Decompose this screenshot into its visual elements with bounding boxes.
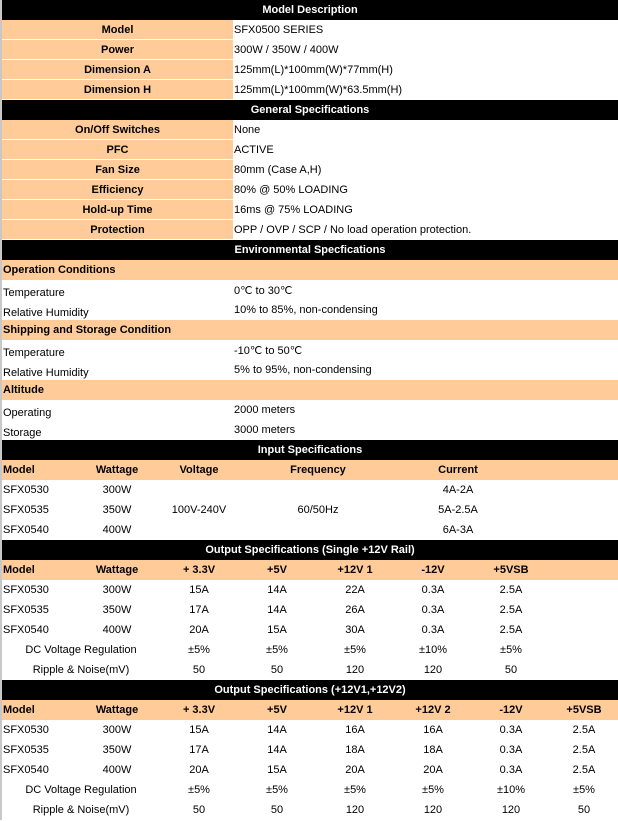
cell: 2.5A (499, 604, 523, 616)
row-label: On/Off Switches (2, 120, 233, 140)
cell-model: SFX0535 (3, 504, 49, 516)
subheading-shipping-storage: Shipping and Storage Condition (2, 320, 618, 340)
cell: 50 (192, 664, 206, 676)
col-header: +5VSB (472, 560, 550, 580)
table-row (2, 760, 618, 780)
row-label: Temperature (3, 287, 65, 299)
cell: 20A (189, 624, 209, 636)
cell: 15A (267, 624, 287, 636)
row-value: 16ms @ 75% LOADING (233, 200, 618, 220)
row-value: OPP / OVP / SCP / No load operation protection. (233, 220, 618, 240)
col-header: + 3.3V (160, 560, 238, 580)
cell: 15A (267, 764, 287, 776)
cell: SFX0540 (3, 624, 49, 636)
col-header: Model (2, 560, 74, 580)
cell: ±5% (266, 644, 288, 656)
row-label: Model (2, 20, 233, 40)
cell: ±5% (344, 644, 366, 656)
col-header: +5V (238, 560, 316, 580)
row-label: Power (2, 40, 233, 60)
table-header-row (2, 560, 618, 580)
table-row (2, 580, 618, 600)
row-value: -10℃ to 50℃ (234, 344, 303, 357)
cell: 400W (102, 624, 132, 636)
kv-row (2, 200, 618, 220)
kv-row (2, 120, 618, 140)
section-header-output-single-rail: Output Specifications (Single +12V Rail) (2, 540, 618, 560)
cell: ±5% (188, 784, 210, 796)
cell-wattage: 350W (102, 504, 132, 516)
cell: 26A (345, 604, 365, 616)
col-header: +5V (238, 700, 316, 720)
cell: 350W (102, 744, 132, 756)
cell: 2.5A (572, 724, 596, 736)
ripple-row (2, 800, 618, 820)
cell: 50 (192, 804, 206, 816)
output-dual-rail-table (2, 700, 618, 820)
row-label: Efficiency (2, 180, 233, 200)
col-header: Current (398, 460, 518, 480)
cell: SFX0535 (3, 604, 49, 616)
output-single-rail-table (2, 560, 618, 680)
cell: 20A (189, 764, 209, 776)
kv-row (2, 40, 618, 60)
section-header-input-specifications: Input Specifications (2, 440, 618, 460)
col-header: -12V (394, 560, 472, 580)
row-value: 10% to 85%, non-condensing (234, 304, 378, 316)
env-row (2, 420, 618, 440)
kv-row (2, 140, 618, 160)
cell: 22A (345, 584, 365, 596)
env-row (2, 340, 618, 360)
cell: ±5% (266, 784, 288, 796)
row-value: SFX0500 SERIES (233, 20, 618, 40)
row-label: Protection (2, 220, 233, 240)
row-label: DC Voltage Regulation (25, 644, 137, 656)
cell: 0.3A (499, 724, 523, 736)
cell: 300W (102, 724, 132, 736)
col-header: Voltage (160, 460, 238, 480)
cell: 16A (423, 724, 443, 736)
env-row (2, 400, 618, 420)
kv-row (2, 220, 618, 240)
kv-row (2, 80, 618, 100)
cell: 14A (267, 584, 287, 596)
cell: 14A (267, 744, 287, 756)
cell: 15A (189, 584, 209, 596)
cell: 2.5A (572, 744, 596, 756)
cell-model: SFX0540 (3, 524, 49, 536)
section-header-environmental-specifications: Environmental Specfications (2, 240, 618, 260)
cell-current: 6A-3A (442, 524, 474, 536)
cell: ±5% (573, 784, 595, 796)
cell: 120 (345, 804, 365, 816)
section-header-model-description: Model Description (2, 0, 618, 20)
kv-row (2, 180, 618, 200)
cell: 0.3A (499, 744, 523, 756)
row-value: 0℃ to 30℃ (234, 284, 293, 297)
cell: SFX0530 (3, 724, 49, 736)
table-header-row (2, 700, 618, 720)
env-row (2, 280, 618, 300)
row-value: 80mm (Case A,H) (233, 160, 618, 180)
row-label: Fan Size (2, 160, 233, 180)
cell: 300W (102, 584, 132, 596)
cell: 120 (501, 804, 521, 816)
table-row (2, 600, 618, 620)
kv-row (2, 60, 618, 80)
cell-current: 4A-2A (442, 484, 474, 496)
row-label: Relative Humidity (3, 307, 89, 319)
cell: 17A (189, 604, 209, 616)
cell-voltage: 100V-240V (171, 504, 227, 516)
col-header: Wattage (74, 460, 160, 480)
cell: 14A (267, 604, 287, 616)
cell: 0.3A (421, 584, 445, 596)
cell: 0.3A (499, 764, 523, 776)
cell: 0.3A (421, 604, 445, 616)
cell: 20A (423, 764, 443, 776)
cell: ±10% (418, 644, 448, 656)
cell: 2.5A (499, 584, 523, 596)
table-header-row (2, 460, 618, 480)
row-value: None (233, 120, 618, 140)
cell: ±10% (496, 784, 526, 796)
cell: SFX0540 (3, 764, 49, 776)
col-header: +5VSB (550, 700, 618, 720)
row-label: Operating (3, 407, 52, 419)
cell-wattage: 400W (102, 524, 132, 536)
subheading-operation-conditions: Operation Conditions (2, 260, 618, 280)
env-row (2, 300, 618, 320)
cell: SFX0535 (3, 744, 49, 756)
row-value: 125mm(L)*100mm(W)*63.5mm(H) (233, 80, 618, 100)
col-header: +12V 1 (316, 560, 394, 580)
cell: 50 (270, 804, 284, 816)
col-header: Model (2, 460, 74, 480)
table-row (2, 720, 618, 740)
row-label: Hold-up Time (2, 200, 233, 220)
row-label: Storage (3, 427, 42, 439)
row-value: ACTIVE (233, 140, 618, 160)
cell: 50 (577, 804, 591, 816)
cell: ±5% (422, 784, 444, 796)
cell: 2.5A (572, 764, 596, 776)
cell: ±5% (344, 784, 366, 796)
row-value: 125mm(L)*100mm(W)*77mm(H) (233, 60, 618, 80)
row-label: PFC (2, 140, 233, 160)
col-header: +12V 2 (394, 700, 472, 720)
cell: 50 (270, 664, 284, 676)
row-label: DC Voltage Regulation (25, 784, 137, 796)
cell: 120 (423, 664, 443, 676)
cell: 0.3A (421, 624, 445, 636)
section-header-output-dual-rail: Output Specifications (+12V1,+12V2) (2, 680, 618, 700)
row-label: Ripple & Noise(mV) (32, 664, 130, 676)
cell: ±5% (188, 644, 210, 656)
row-label: Dimension H (2, 80, 233, 100)
col-header: -12V (472, 700, 550, 720)
section-header-general-specifications: General Specifications (2, 100, 618, 120)
row-value: 2000 meters (234, 404, 296, 416)
row-value: 300W / 350W / 400W (233, 40, 618, 60)
env-row (2, 360, 618, 380)
cell: 14A (267, 724, 287, 736)
cell-current: 5A-2.5A (438, 504, 478, 516)
row-label: Temperature (3, 347, 65, 359)
col-header: +12V 1 (316, 700, 394, 720)
row-label: Ripple & Noise(mV) (32, 804, 130, 816)
cell: SFX0530 (3, 584, 49, 596)
cell: 18A (345, 744, 365, 756)
row-value: 80% @ 50% LOADING (233, 180, 618, 200)
cell: 120 (345, 664, 365, 676)
cell: 18A (423, 744, 443, 756)
row-value: 3000 meters (234, 424, 296, 436)
row-label: Relative Humidity (3, 367, 89, 379)
cell: 120 (423, 804, 443, 816)
cell-wattage: 300W (102, 484, 132, 496)
subheading-altitude: Altitude (2, 380, 618, 400)
cell-model: SFX0530 (3, 484, 49, 496)
kv-row (2, 160, 618, 180)
col-header: + 3.3V (160, 700, 238, 720)
ripple-row (2, 660, 618, 680)
row-label: Dimension A (2, 60, 233, 80)
cell: 350W (102, 604, 132, 616)
cell: 17A (189, 744, 209, 756)
col-header: Wattage (74, 700, 160, 720)
col-header: Frequency (238, 460, 398, 480)
table-row (2, 740, 618, 760)
col-header: Wattage (74, 560, 160, 580)
cell: 50 (504, 664, 518, 676)
col-header: Model (2, 700, 74, 720)
cell: 30A (345, 624, 365, 636)
kv-row (2, 20, 618, 40)
cell: ±5% (500, 644, 522, 656)
cell: 400W (102, 764, 132, 776)
cell: 20A (345, 764, 365, 776)
input-spec-table (2, 460, 618, 540)
table-row (2, 480, 618, 500)
row-value: 5% to 95%, non-condensing (234, 364, 372, 376)
regulation-row (2, 780, 618, 800)
cell: 15A (189, 724, 209, 736)
cell: 2.5A (499, 624, 523, 636)
cell-frequency: 60/50Hz (297, 504, 339, 516)
regulation-row (2, 640, 618, 660)
table-row (2, 620, 618, 640)
cell: 16A (345, 724, 365, 736)
